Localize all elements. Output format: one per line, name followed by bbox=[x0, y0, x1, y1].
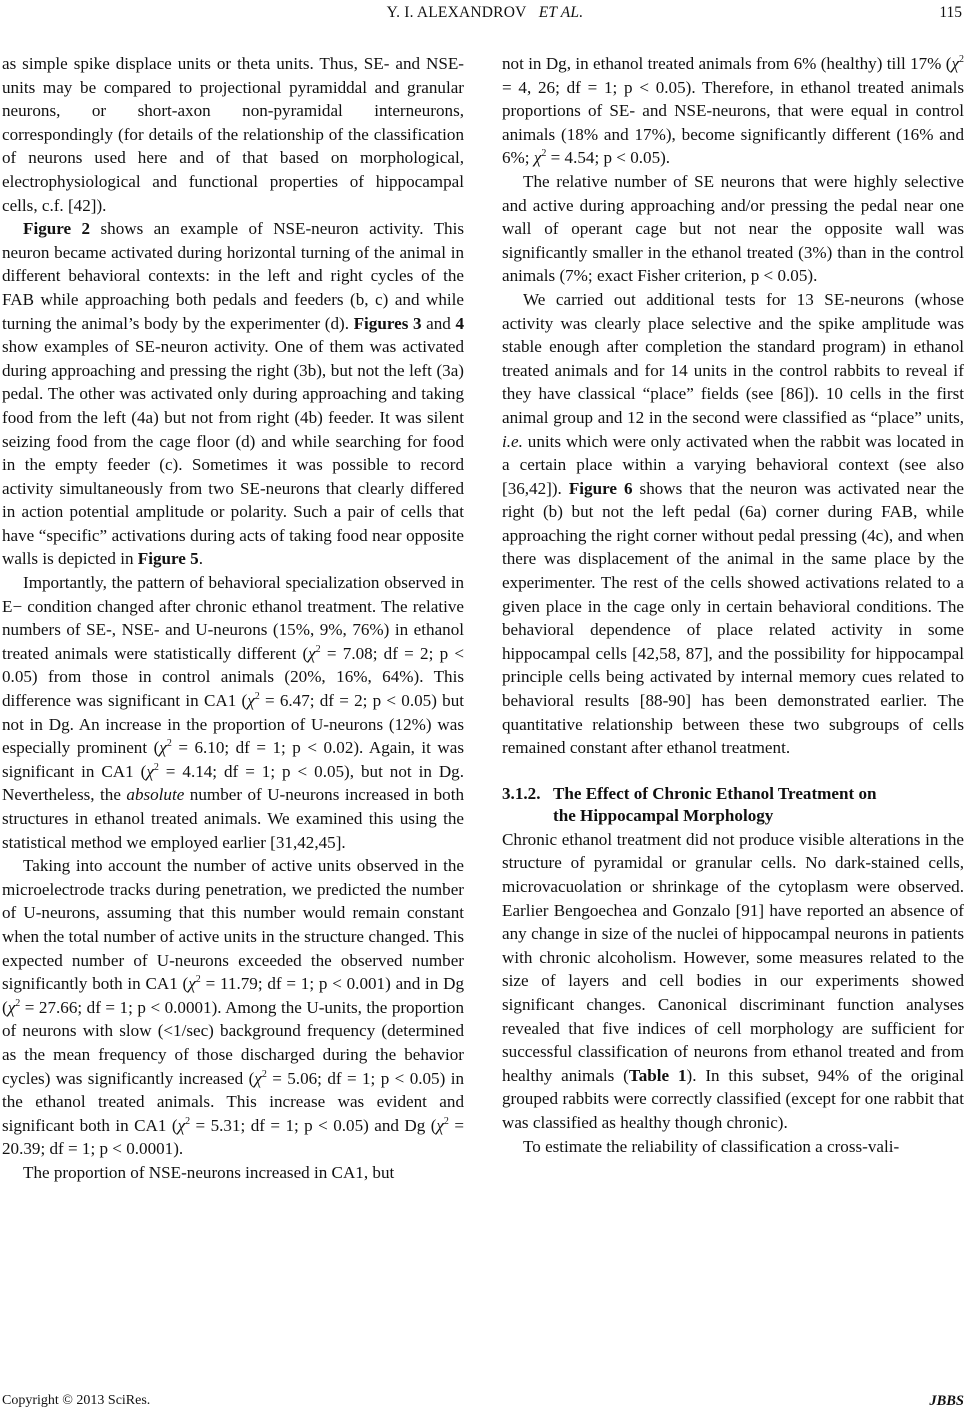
text: = 5.31; df = 1; p < 0.05) and Dg ( bbox=[190, 1115, 437, 1135]
superscript: 2 bbox=[261, 1068, 267, 1080]
superscript: 2 bbox=[315, 643, 321, 655]
running-header bbox=[0, 2, 970, 26]
text: = 5.06; df = 1; p < 0.05) in the ethanol treated animals. This increase was evident and significant both in CA1 ( bbox=[2, 1068, 464, 1135]
text: = 4.54; p < 0.05). bbox=[546, 148, 671, 168]
paragraph: The proportion of NSE-neurons increased in CA1, but bbox=[23, 1162, 395, 1182]
text: shows that the neuron was activated near the right (b) but not the left pedal (6a) corner during FAB, while approaching the right corner without pedal pressing (4c), and when there was displacement of the animal in the same place by the experimenter. The rest of the cells showed activations related to a given place in the cage only in certain behavioral conditions. The behavioral dependence of place related activity in some hippocampal cells [42,58, 87], and the possibility for hippocampal principle cells being activated by internal memory cues related to behavioral results [88-90] has been demonstrated earlier. The quantitative relationship between these two subgroups of cells remained constant after ethanol treatment. bbox=[502, 478, 965, 758]
text: Chronic ethanol treatment did not produce visible alterations in the structure of pyramidal or granular cells. No dark-stained cells, microvacuolation or shrinkage of the cytoplasm were observed. Earlier Bengoechea and Gonzalo [91] have reported an absence of any change in size of the nuclei of hippocampal neurons in patients with chronic alcoholism. However, some measures related to the size of layers and cell bodies in our experiments showed significant changes. Canonical discriminant function analyses revealed that five indices of cell morphology are sufficient for successful classification of neurons from ethanol treated and from healthy animals ( bbox=[502, 829, 964, 1085]
chi-symbol: χ bbox=[188, 974, 196, 994]
paragraph bbox=[2, 854, 464, 1161]
text: = 6.10; df = 1; p < 0.02). Again, it was significant in CA1 ( bbox=[2, 738, 465, 781]
right-column bbox=[502, 52, 964, 1158]
section-number: 3.1.2. bbox=[502, 783, 541, 803]
chi-symbol: χ bbox=[254, 1068, 262, 1088]
text: = 4, 26; df = 1; p < 0.05). Therefore, in ethanol treated animals proportions of SE- and NSE-neurons, that were equal in control animals (18% and 17%), become significantly different (16% and 6%; bbox=[502, 77, 964, 168]
paragraph: To estimate the reliability of classification a cross-vali- bbox=[523, 1136, 900, 1156]
paragraph: as simple spike displace units or theta units. Thus, SE- and NSE-units may be compared to projectional pyramiddal and granular neurons, or short-axon non-pyramidal interneurons, correspondingly (for details of the relationship of the classification of neurons used here and of that based on morphological, electrophysiological and functional properties of hippocampal cells, c.f. [42]). bbox=[2, 54, 464, 215]
text: = 27.66; df = 1; p < 0.0001). Among the U-units, the proportion of neurons with slow (<1/sec) background frequency (determined as the mean frequency of those discharged during the behavior cycles) was significantly increased ( bbox=[2, 997, 464, 1088]
left-column bbox=[2, 52, 464, 1185]
page-footer bbox=[0, 1393, 970, 1413]
figure-ref: Figures 3 bbox=[353, 313, 422, 333]
chi-symbol: χ bbox=[951, 54, 959, 73]
running-header-authors bbox=[0, 4, 970, 22]
text: = 11.79; df = 1; p < 0.001) and in Dg ( bbox=[2, 974, 465, 1017]
et-al-text: ET AL. bbox=[538, 4, 584, 21]
superscript: 2 bbox=[195, 974, 201, 986]
text: = 7.08; df = 2; p < 0.05) from those in control animals (20%, 16%, 64%). This difference was significant in CA1 ( bbox=[2, 643, 464, 711]
superscript: 2 bbox=[254, 691, 260, 703]
text: not in Dg, in ethanol treated animals from 6% (healthy) till 17% ( bbox=[502, 54, 952, 73]
figure-ref: 4 bbox=[455, 313, 464, 333]
section-title-line2: the Hippocampal Morphology bbox=[553, 806, 774, 826]
chi-symbol: χ bbox=[146, 761, 154, 781]
chi-symbol: χ bbox=[159, 738, 167, 758]
figure-ref: Figure 2 bbox=[23, 219, 91, 239]
paragraph: The relative number of SE neurons that were highly selective and active during approaching and/or pressing the pedal near one wall of operant cage but not near the opposite wall was significantly smaller in the ethanol treated (3%) than in the control animals (7%; exact Fisher criterion, p < 0.05). bbox=[502, 171, 964, 286]
text: number of U-neurons increased in both structures in ethanol treated animals. We examined this using the statistical method we employed earlier [31,42,45]. bbox=[2, 785, 464, 852]
table-ref: Table 1 bbox=[628, 1065, 687, 1085]
paragraph bbox=[502, 828, 964, 1135]
text: Taking into account the number of active units observed in the microelectrode tracks during penetration, we predicted the number of U-neurons, assuming that this number would remain constant when the total number of active units in the structure changed. This expected number of U-neurons exceeded the observed number significantly both in CA1 ( bbox=[2, 856, 464, 994]
page-number: 115 bbox=[939, 4, 962, 21]
superscript: 2 bbox=[153, 761, 159, 773]
section-title-line1: The Effect of Chronic Ethanol Treatment on bbox=[553, 783, 877, 803]
figure-ref: Figure 5 bbox=[137, 549, 199, 569]
text: . bbox=[198, 549, 203, 569]
text: = 6.47; df = 2; p < 0.05) but not in Dg. An increase in the proportion of U-neurons (12%) was especially prominent ( bbox=[2, 691, 464, 758]
section-heading bbox=[502, 783, 964, 828]
chi-symbol: χ bbox=[177, 1115, 186, 1135]
superscript: 2 bbox=[443, 1115, 449, 1127]
superscript: 2 bbox=[15, 997, 21, 1009]
superscript: 2 bbox=[541, 148, 547, 160]
journal-abbreviation: JBBS bbox=[929, 1393, 964, 1409]
superscript: 2 bbox=[166, 738, 172, 750]
text: = 20.39; df = 1; p < 0.0001). bbox=[2, 1115, 464, 1159]
superscript: 2 bbox=[959, 54, 964, 65]
paragraph bbox=[2, 571, 464, 854]
paragraph bbox=[502, 52, 964, 170]
text: shows an example of NSE-neuron activity. This neuron became activated during horizontal turning of the animal in different behavioral contexts: in the left and right cycles of the FAB while approaching both pedals and feeders (b, c) and while turning the animal’s body by the experimenter (d). bbox=[2, 219, 464, 333]
chi-symbol: χ bbox=[247, 691, 255, 711]
emphasis: i.e. bbox=[502, 431, 523, 451]
authors-text: Y. I. ALEXANDROV bbox=[386, 4, 527, 21]
text: ). In this subset, 94% of the original grouped rabbits were correctly classified (except for one rabbit that was classified as healthy though chronic). bbox=[502, 1065, 964, 1132]
emphasis: absolute bbox=[126, 785, 185, 805]
text: and bbox=[421, 313, 456, 333]
text: = 4.14; df = 1; p < 0.05), but not in Dg. Nevertheless, the bbox=[2, 761, 464, 805]
paragraph bbox=[502, 288, 964, 760]
chi-symbol: χ bbox=[533, 148, 542, 168]
superscript: 2 bbox=[185, 1115, 191, 1127]
text: units which were only activated when the rabbit was located in a certain place within a varying behavioral context (see also [36,42]). bbox=[502, 431, 964, 498]
chi-symbol: χ bbox=[308, 643, 316, 663]
text: We carried out additional tests for 13 SE-neurons (whose activity was clearly place selective and the spike amplitude was stable enough after completion the standard program) in ethanol treated animals and for 14 units in the control rabbits to reveal if they have classical “place” fields (see [86]). 10 cells in the first animal group and 12 in the second were classified as “place” units, bbox=[502, 289, 964, 427]
text: Importantly, the pattern of behavioral specialization observed in E− condition changed after chronic ethanol treatment. The relative numbers of SE-, NSE- and U-neurons (15%, 9%, 76%) in ethanol treated animals were statistically different ( bbox=[2, 573, 464, 663]
chi-symbol: χ bbox=[7, 997, 16, 1017]
figure-ref: Figure 6 bbox=[568, 478, 633, 498]
copyright-notice: Copyright © 2013 SciRes. bbox=[2, 1393, 151, 1408]
paragraph bbox=[2, 217, 464, 571]
chi-symbol: χ bbox=[436, 1115, 444, 1135]
text: show examples of SE-neuron activity. One of them was activated during approaching and pressing the right (3b), but not the left (3a) pedal. The other was activated only during approaching and taking food from the left (4a) but not from right (4b) feeder. It was silent seizing food from the cage floor (d) and while searching for food in the empty feeder (c). Sometimes it was possible to record activity simultaneously from two SE-neurons that clearly differed in action potential amplitude or polarity. Such a pair of cells that have “specific” activations during acts of taking food near opposite walls is depicted in bbox=[2, 337, 464, 569]
